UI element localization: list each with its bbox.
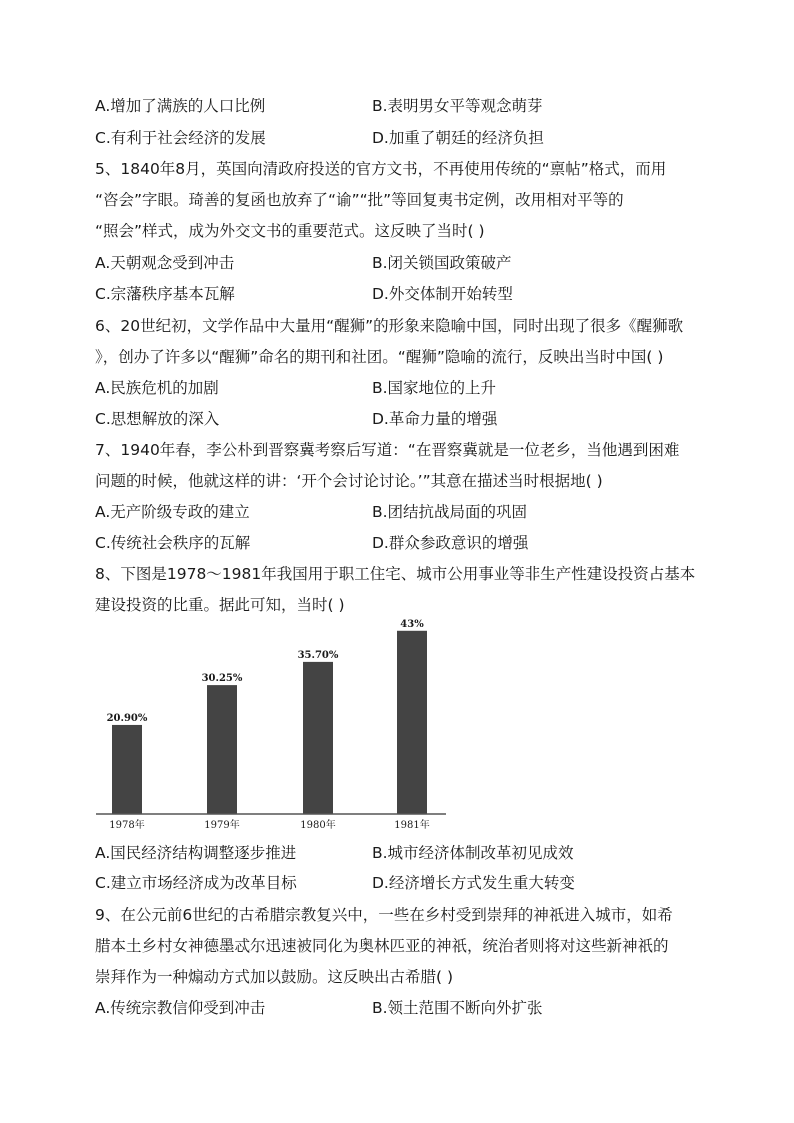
q8-option-b: B.城市经济体制改革初见成效 — [372, 844, 574, 862]
q7-stem-line-1: 7、1940年春，李公朴到晋察冀考察后写道：“在晋察冀就是一位老乡，当他遇到困难 — [95, 441, 680, 459]
q7-option-a: A.无产阶级专政的建立 — [95, 503, 250, 521]
q9-option-b: B.领土范围不断向外扩张 — [372, 999, 543, 1017]
q5-option-b: B.闭关锁国政策破产 — [372, 254, 512, 272]
q5-stem-line-2: “咨会”字眼。琦善的复函也放弃了“谕”“批”等回复夷书定例，改用相对平等的 — [95, 191, 624, 209]
q5-stem-line-1: 5、1840年8月，英国向清政府投送的官方文书，不再使用传统的“禀帖”格式，而用 — [95, 160, 667, 178]
data-label-0: 20.90% — [106, 712, 148, 724]
data-label-1: 30.25% — [201, 673, 243, 685]
q4-option-b: B.表明男女平等观念萌芽 — [372, 97, 543, 115]
x-tick-label-1: 1979年 — [204, 820, 240, 831]
q6-option-d: D.革命力量的增强 — [372, 410, 498, 428]
q6-stem-line-2: 》，创办了许多以“醒狮”命名的期刊和社团。“醒狮”隐喻的流行，反映出当时中国( ) — [95, 348, 664, 366]
q8-option-d: D.经济增长方式发生重大转变 — [372, 874, 575, 892]
q8-option-c: C.建立市场经济成为改革目标 — [95, 874, 297, 892]
q9-stem-line-3: 崇拜作为一种煽动方式加以鼓励。这反映出古希腊( ) — [95, 968, 454, 986]
data-label-3: 43% — [400, 618, 424, 630]
bar-2 — [303, 662, 333, 814]
q8-stem-line-1: 8、下图是1978～1981年我国用于职工住宅、城市公用事业等非生产性建设投资占基本 — [95, 565, 696, 583]
bar-0 — [112, 725, 142, 814]
x-tick-label-2: 1980年 — [300, 820, 336, 831]
data-label-2: 35.70% — [297, 649, 339, 661]
bar-chart — [90, 618, 450, 836]
x-tick-label-0: 1978年 — [109, 820, 145, 831]
q6-stem-line-1: 6、20世纪初，文学作品中大量用“醒狮”的形象来隐喻中国，同时出现了很多《醒狮歌 — [95, 317, 684, 335]
q9-stem-line-2: 腊本土乡村女神德墨忒尔迅速被同化为奥林匹亚的神祇，统治者则将对这些新神祇的 — [95, 937, 669, 955]
q6-option-c: C.思想解放的深入 — [95, 410, 220, 428]
bar-3 — [397, 631, 427, 814]
q7-option-b: B.团结抗战局面的巩固 — [372, 503, 528, 521]
q6-option-b: B.国家地位的上升 — [372, 379, 497, 397]
x-tick-label-3: 1981年 — [394, 820, 430, 831]
q6-option-a: A.民族危机的加剧 — [95, 379, 219, 397]
q5-stem-line-3: “照会”样式，成为外交文书的重要范式。这反映了当时( ) — [95, 222, 485, 240]
q9-option-a: A.传统宗教信仰受到冲击 — [95, 999, 266, 1017]
q4-option-a: A.增加了满族的人口比例 — [95, 97, 266, 115]
bar-1 — [207, 685, 237, 814]
q7-option-c: C.传统社会秩序的瓦解 — [95, 534, 251, 552]
q5-option-a: A.天朝观念受到冲击 — [95, 254, 235, 272]
q7-stem-line-2: 问题的时候，他就这样的讲：‘开个会讨论讨论。’”其意在描述当时根据地( ) — [95, 472, 603, 490]
q7-option-d: D.群众参政意识的增强 — [372, 534, 529, 552]
q5-option-c: C.宗藩秩序基本瓦解 — [95, 285, 235, 303]
q8-option-a: A.国民经济结构调整逐步推进 — [95, 844, 297, 862]
q5-option-d: D.外交体制开始转型 — [372, 285, 513, 303]
q4-option-d: D.加重了朝廷的经济负担 — [372, 129, 544, 147]
q8-stem-line-2: 建设投资的比重。据此可知，当时( ) — [95, 596, 345, 614]
q9-stem-line-1: 9、在公元前6世纪的古希腊宗教复兴中，一些在乡村受到崇拜的神祇进入城市，如希 — [95, 906, 673, 924]
q4-option-c: C.有利于社会经济的发展 — [95, 129, 266, 147]
